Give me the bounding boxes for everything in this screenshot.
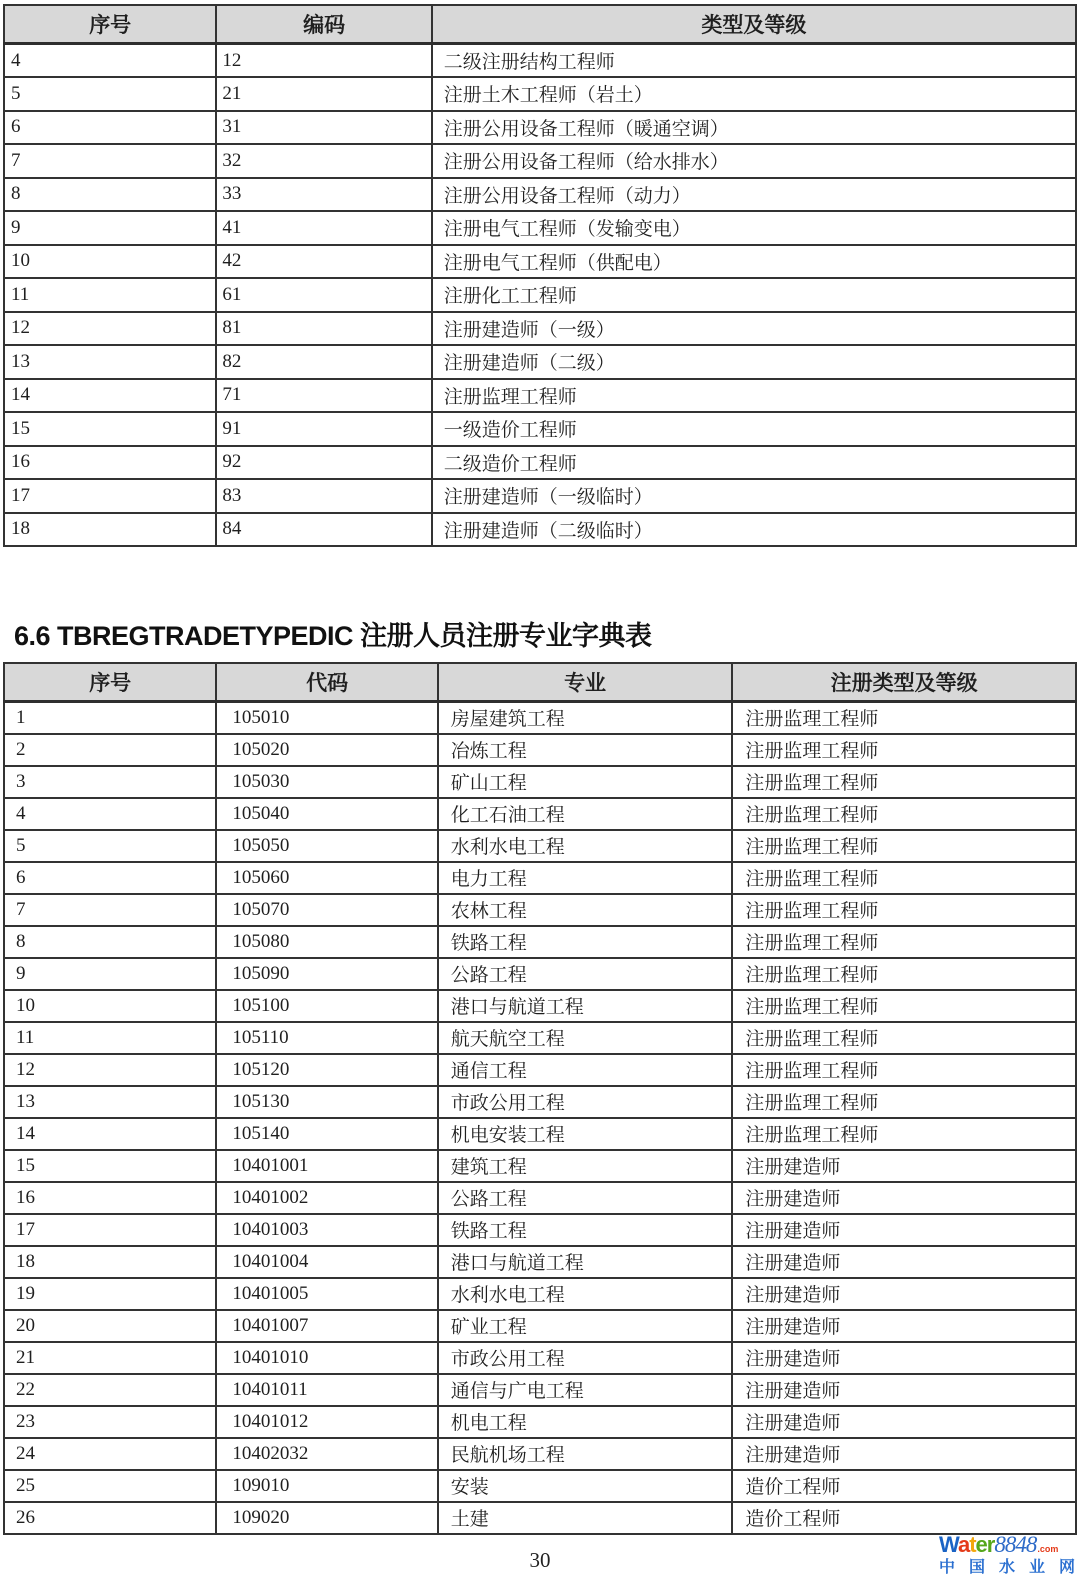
table-cell: 注册监理工程师 — [732, 958, 1076, 990]
column-header: 序号 — [4, 5, 216, 44]
table-cell: 注册建造师（一级） — [432, 312, 1076, 346]
table-cell: 18 — [4, 513, 216, 547]
table-cell: 港口与航道工程 — [438, 990, 733, 1022]
table-cell: 83 — [216, 479, 431, 513]
table-cell: 17 — [4, 1214, 216, 1246]
table-row — [4, 1182, 1076, 1214]
table-row — [4, 1214, 1076, 1246]
table1-body — [4, 44, 1076, 547]
table-cell: 61 — [216, 278, 431, 312]
table-cell: 15 — [4, 1150, 216, 1182]
table-row — [4, 1406, 1076, 1438]
table-cell: 23 — [4, 1406, 216, 1438]
table-cell: 109020 — [216, 1502, 437, 1534]
logo-subtitle-char: 国 — [968, 1559, 985, 1576]
table-cell: 109010 — [216, 1470, 437, 1502]
table-row — [4, 926, 1076, 958]
column-header: 专业 — [438, 663, 733, 702]
table-cell: 注册公用设备工程师（给水排水） — [432, 144, 1076, 178]
table-cell: 注册建造师 — [732, 1182, 1076, 1214]
table-cell: 矿业工程 — [438, 1310, 733, 1342]
table-cell: 16 — [4, 446, 216, 480]
table-cell: 13 — [4, 1086, 216, 1118]
logo-word-water — [939, 1534, 994, 1556]
table-cell: 公路工程 — [438, 1182, 733, 1214]
table-cell: 10401002 — [216, 1182, 437, 1214]
table-cell: 105120 — [216, 1054, 437, 1086]
table-cell: 注册公用设备工程师（暖通空调） — [432, 111, 1076, 145]
table-cell: 民航机场工程 — [438, 1438, 733, 1470]
table-row — [4, 178, 1076, 212]
table-cell: 6 — [4, 111, 216, 145]
table-cell: 一级造价工程师 — [432, 412, 1076, 446]
table-row — [4, 1118, 1076, 1150]
table-row — [4, 990, 1076, 1022]
table-row — [4, 1246, 1076, 1278]
table-cell: 105130 — [216, 1086, 437, 1118]
table-cell: 注册建造师 — [732, 1214, 1076, 1246]
table-cell: 42 — [216, 245, 431, 279]
table-row — [4, 734, 1076, 766]
logo-letter: e — [975, 1532, 987, 1557]
table-cell: 铁路工程 — [438, 1214, 733, 1246]
table-cell: 10401010 — [216, 1342, 437, 1374]
table-cell: 注册监理工程师 — [732, 830, 1076, 862]
table-cell: 注册建造师 — [732, 1150, 1076, 1182]
table-cell: 105060 — [216, 862, 437, 894]
table-row — [4, 958, 1076, 990]
table-cell: 铁路工程 — [438, 926, 733, 958]
table-cell: 4 — [4, 798, 216, 830]
table-row — [4, 1470, 1076, 1502]
table-cell: 17 — [4, 479, 216, 513]
table-cell: 注册监理工程师 — [732, 894, 1076, 926]
logo-subtitle-char: 中 — [939, 1559, 956, 1576]
logo-domain-suffix: .com — [1037, 1544, 1059, 1554]
table-cell: 24 — [4, 1438, 216, 1470]
table-cell: 11 — [4, 278, 216, 312]
table-cell: 11 — [4, 1022, 216, 1054]
table-cell: 注册监理工程师 — [732, 1022, 1076, 1054]
column-header: 编码 — [216, 5, 431, 44]
table-cell: 造价工程师 — [732, 1470, 1076, 1502]
table-row — [4, 479, 1076, 513]
reg-type-grade-table — [3, 4, 1077, 547]
table-cell: 71 — [216, 379, 431, 413]
table-cell: 92 — [216, 446, 431, 480]
table-cell: 81 — [216, 312, 431, 346]
table-cell: 31 — [216, 111, 431, 145]
table-cell: 化工石油工程 — [438, 798, 733, 830]
table-row — [4, 1054, 1076, 1086]
table-cell: 注册建造师（一级临时） — [432, 479, 1076, 513]
reg-trade-dict-table — [3, 662, 1077, 1535]
table-cell: 10401004 — [216, 1246, 437, 1278]
table1-header-row — [4, 5, 1076, 44]
table-cell: 10401005 — [216, 1278, 437, 1310]
table-cell: 注册建造师 — [732, 1278, 1076, 1310]
table-cell: 10 — [4, 990, 216, 1022]
table-cell: 25 — [4, 1470, 216, 1502]
table-cell: 14 — [4, 379, 216, 413]
table-cell: 15 — [4, 412, 216, 446]
table-cell: 机电安装工程 — [438, 1118, 733, 1150]
table-cell: 105030 — [216, 766, 437, 798]
table-cell: 注册监理工程师 — [732, 1054, 1076, 1086]
table-cell: 市政公用工程 — [438, 1086, 733, 1118]
table-row — [4, 1022, 1076, 1054]
table-cell: 公路工程 — [438, 958, 733, 990]
table-row — [4, 44, 1076, 78]
table-row — [4, 1086, 1076, 1118]
table-row — [4, 1374, 1076, 1406]
table-cell: 21 — [216, 77, 431, 111]
table-row — [4, 1502, 1076, 1534]
table-cell: 注册建造师 — [732, 1310, 1076, 1342]
table-cell: 32 — [216, 144, 431, 178]
table-cell: 8 — [4, 926, 216, 958]
table-cell: 冶炼工程 — [438, 734, 733, 766]
table-cell: 4 — [4, 44, 216, 78]
table-cell: 二级注册结构工程师 — [432, 44, 1076, 78]
table-cell: 10402032 — [216, 1438, 437, 1470]
table-cell: 26 — [4, 1502, 216, 1534]
logo-letter: W — [939, 1532, 958, 1557]
table-cell: 19 — [4, 1278, 216, 1310]
table-row — [4, 312, 1076, 346]
table-cell: 安装 — [438, 1470, 733, 1502]
table-cell: 10401001 — [216, 1150, 437, 1182]
logo-subtitle — [939, 1560, 1075, 1576]
table-cell: 机电工程 — [438, 1406, 733, 1438]
table-row — [4, 702, 1076, 734]
table-cell: 16 — [4, 1182, 216, 1214]
table-cell: 注册监理工程师 — [732, 990, 1076, 1022]
table-cell: 91 — [216, 412, 431, 446]
table-cell: 33 — [216, 178, 431, 212]
table2-header-row — [4, 663, 1076, 702]
table-cell: 105020 — [216, 734, 437, 766]
table-cell: 注册建造师 — [732, 1342, 1076, 1374]
table-cell: 注册化工工程师 — [432, 278, 1076, 312]
table-cell: 矿山工程 — [438, 766, 733, 798]
table-cell: 105010 — [216, 702, 437, 734]
table-row — [4, 1438, 1076, 1470]
table-cell: 10401011 — [216, 1374, 437, 1406]
table-row — [4, 412, 1076, 446]
page-number: 30 — [529, 1548, 551, 1572]
table-cell: 农林工程 — [438, 894, 733, 926]
table-cell: 10401007 — [216, 1310, 437, 1342]
table-cell: 2 — [4, 734, 216, 766]
table-cell: 建筑工程 — [438, 1150, 733, 1182]
table-cell: 通信与广电工程 — [438, 1374, 733, 1406]
table-cell: 105100 — [216, 990, 437, 1022]
table-cell: 82 — [216, 345, 431, 379]
table-cell: 21 — [4, 1342, 216, 1374]
table-cell: 5 — [4, 77, 216, 111]
table-cell: 水利水电工程 — [438, 1278, 733, 1310]
table-cell: 9 — [4, 211, 216, 245]
table-cell: 二级造价工程师 — [432, 446, 1076, 480]
table-cell: 注册监理工程师 — [732, 702, 1076, 734]
logo-wordmark — [939, 1533, 1075, 1556]
table-row — [4, 862, 1076, 894]
table-cell: 注册监理工程师 — [732, 798, 1076, 830]
logo-subtitle-char: 水 — [998, 1559, 1015, 1576]
table-cell: 注册电气工程师（发输变电） — [432, 211, 1076, 245]
table-row — [4, 211, 1076, 245]
column-header: 代码 — [216, 663, 437, 702]
table-cell: 84 — [216, 513, 431, 547]
table-cell: 注册建造师 — [732, 1406, 1076, 1438]
table-cell: 通信工程 — [438, 1054, 733, 1086]
table-row — [4, 1342, 1076, 1374]
table-cell: 105110 — [216, 1022, 437, 1054]
column-header: 注册类型及等级 — [732, 663, 1076, 702]
table-cell: 注册建造师（二级） — [432, 345, 1076, 379]
table-cell: 12 — [216, 44, 431, 78]
table-row — [4, 77, 1076, 111]
table-row — [4, 1278, 1076, 1310]
table-cell: 水利水电工程 — [438, 830, 733, 862]
table-cell: 22 — [4, 1374, 216, 1406]
table-cell: 造价工程师 — [732, 1502, 1076, 1534]
table-cell: 41 — [216, 211, 431, 245]
logo-subtitle-char: 业 — [1028, 1559, 1045, 1576]
table-cell: 14 — [4, 1118, 216, 1150]
table-cell: 12 — [4, 312, 216, 346]
section-heading: 6.6 TBREGTRADETYPEDIC 注册人员注册专业字典表 — [14, 621, 652, 651]
table-row — [4, 894, 1076, 926]
table-cell: 7 — [4, 894, 216, 926]
table-cell: 105050 — [216, 830, 437, 862]
table2-body — [4, 702, 1076, 1534]
table-cell: 105090 — [216, 958, 437, 990]
table-row — [4, 278, 1076, 312]
table-row — [4, 830, 1076, 862]
table-cell: 20 — [4, 1310, 216, 1342]
table-cell: 注册监理工程师 — [732, 926, 1076, 958]
table-cell: 12 — [4, 1054, 216, 1086]
logo-letter: r — [986, 1532, 995, 1557]
logo-letter: a — [957, 1532, 970, 1557]
table-cell: 注册建造师（二级临时） — [432, 513, 1076, 547]
table-cell: 13 — [4, 345, 216, 379]
column-header: 序号 — [4, 663, 216, 702]
table-cell: 注册土木工程师（岩土） — [432, 77, 1076, 111]
table-cell: 注册监理工程师 — [732, 766, 1076, 798]
logo-number-8848: 8848 — [994, 1532, 1037, 1557]
table-cell: 房屋建筑工程 — [438, 702, 733, 734]
table-cell: 3 — [4, 766, 216, 798]
table-cell: 10401012 — [216, 1406, 437, 1438]
table-cell: 注册监理工程师 — [732, 862, 1076, 894]
logo-subtitle-char: 网 — [1058, 1559, 1075, 1576]
table-cell: 注册建造师 — [732, 1438, 1076, 1470]
table-row — [4, 766, 1076, 798]
column-header: 类型及等级 — [432, 5, 1076, 44]
table-row — [4, 111, 1076, 145]
table-row — [4, 798, 1076, 830]
table-cell: 8 — [4, 178, 216, 212]
table-cell: 市政公用工程 — [438, 1342, 733, 1374]
table-cell: 注册建造师 — [732, 1246, 1076, 1278]
table-row — [4, 345, 1076, 379]
table-cell: 105040 — [216, 798, 437, 830]
table-cell: 10 — [4, 245, 216, 279]
table-cell: 9 — [4, 958, 216, 990]
table-cell: 注册监理工程师 — [732, 1118, 1076, 1150]
table-cell: 注册电气工程师（供配电） — [432, 245, 1076, 279]
table-row — [4, 1150, 1076, 1182]
table-row — [4, 144, 1076, 178]
table-cell: 5 — [4, 830, 216, 862]
table-cell: 注册公用设备工程师（动力） — [432, 178, 1076, 212]
table-cell: 注册监理工程师 — [732, 1086, 1076, 1118]
table-row — [4, 379, 1076, 413]
table-cell: 1 — [4, 702, 216, 734]
table-cell: 18 — [4, 1246, 216, 1278]
table-cell: 注册监理工程师 — [732, 734, 1076, 766]
table-cell: 7 — [4, 144, 216, 178]
table-cell: 电力工程 — [438, 862, 733, 894]
table-row — [4, 446, 1076, 480]
table-row — [4, 513, 1076, 547]
table-cell: 10401003 — [216, 1214, 437, 1246]
water8848-logo — [939, 1533, 1075, 1576]
table-cell: 航天航空工程 — [438, 1022, 733, 1054]
table-cell: 土建 — [438, 1502, 733, 1534]
table-row — [4, 245, 1076, 279]
table-cell: 港口与航道工程 — [438, 1246, 733, 1278]
table-cell: 注册建造师 — [732, 1374, 1076, 1406]
table-row — [4, 1310, 1076, 1342]
logo-letter: t — [969, 1532, 976, 1557]
table-cell: 105070 — [216, 894, 437, 926]
table-cell: 105140 — [216, 1118, 437, 1150]
table-cell: 105080 — [216, 926, 437, 958]
table-cell: 注册监理工程师 — [432, 379, 1076, 413]
table-cell: 6 — [4, 862, 216, 894]
